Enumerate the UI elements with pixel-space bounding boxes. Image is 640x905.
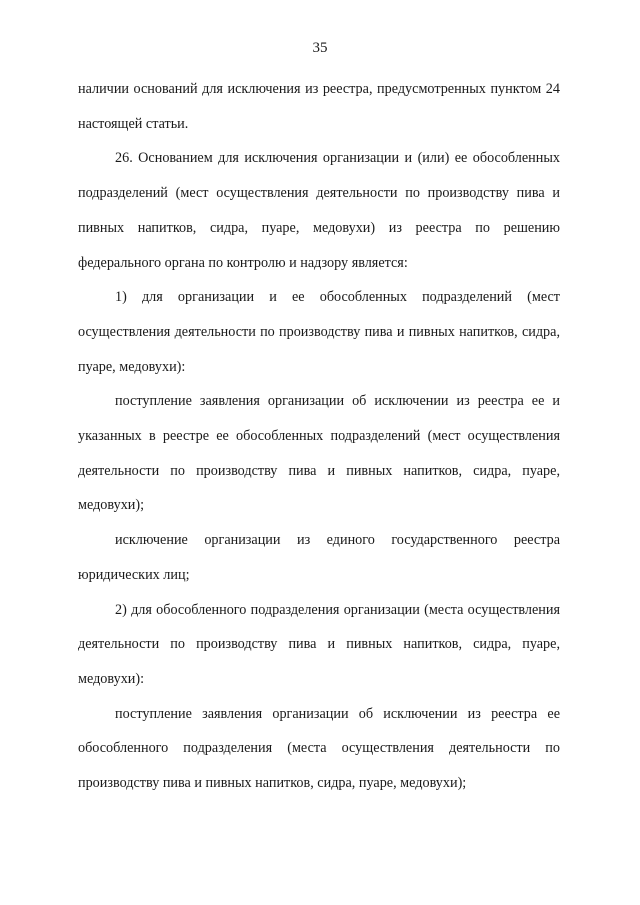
- paragraph-clause-application-subdivision: поступление заявления организации об исключении из реестра ее обособленного подразделения (места осуществления деятельности по производству пива и пивных напитков, сидра, пуаре, медовухи);: [78, 705, 560, 792]
- paragraph-subitem-2: 2) для обособленного подразделения организации (места осуществления деятельности по производству пива и пивных напитков, сидра, пуаре, медовухи):: [78, 601, 560, 687]
- paragraph-clause-exclusion-egrul: исключение организации из единого государственного реестра юридических лиц;: [78, 532, 560, 583]
- paragraph-item-26: 26. Основанием для исключения организации и (или) ее обособленных подразделений (мест осуществления деятельности по производству пива и пивных напитков, сидра, пуаре, медовухи) из реестра по решению федерального органа по контролю и надзору является:: [78, 150, 560, 271]
- paragraph-subitem-1: 1) для организации и ее обособленных подразделений (мест осуществления деятельности по производству пива и пивных напитков, сидра, пуаре, медовухи):: [78, 289, 560, 375]
- page-number: 35: [312, 40, 328, 56]
- document-body: [78, 72, 560, 801]
- paragraph-continuation: наличии оснований для исключения из реестра, предусмотренных пунктом 24 настоящей статьи.: [78, 81, 560, 132]
- paragraph-clause-application-organization: поступление заявления организации об исключении из реестра ее и указанных в реестре ее обособленных подразделений (мест осуществления деятельности по производству пива и пивных напитков, сидра, пуаре, медовухи);: [78, 393, 560, 514]
